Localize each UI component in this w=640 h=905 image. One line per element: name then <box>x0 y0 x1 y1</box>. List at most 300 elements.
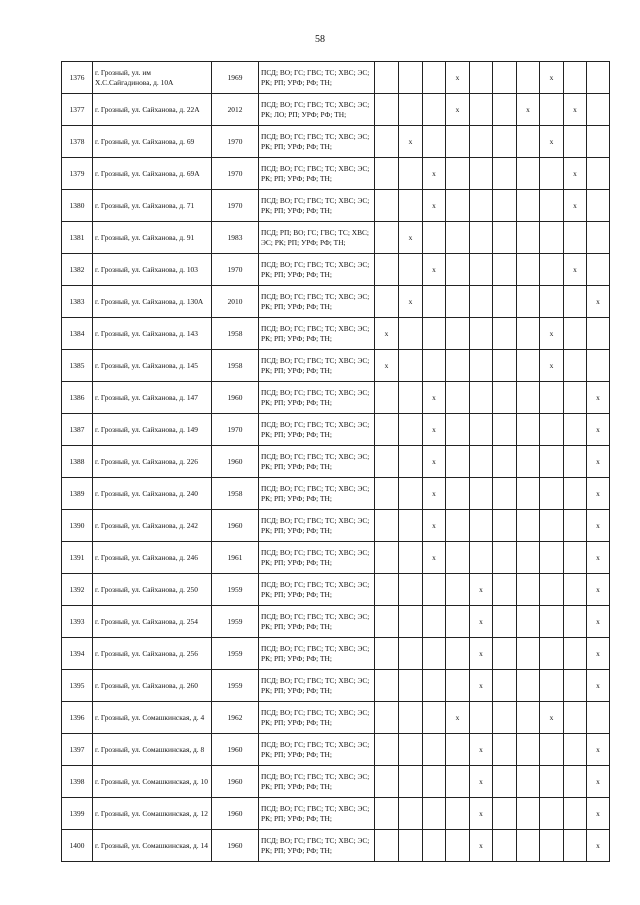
works-list-cell: ПСД; ВО; ГС; ГВС; ТС; ХВС; ЭС; РК; РП; УРФ; РФ; ТН; <box>259 126 375 158</box>
mark-cell <box>493 254 517 286</box>
mark-cell <box>540 574 564 606</box>
mark-cell <box>375 702 399 734</box>
row-number: 1376 <box>62 62 93 94</box>
mark-cell <box>423 286 446 318</box>
mark-cell <box>564 670 587 702</box>
mark-cell <box>446 766 470 798</box>
address-cell: г. Грозный, ул. Сайханова, д. 226 <box>93 446 212 478</box>
mark-cell <box>493 318 517 350</box>
mark-cell <box>517 318 540 350</box>
mark-cell <box>564 830 587 862</box>
works-list-cell: ПСД; ВО; ГС; ГВС; ТС; ХВС; ЭС; РК; РП; УРФ; РФ; ТН; <box>259 542 375 574</box>
mark-cell <box>564 62 587 94</box>
mark-cell <box>517 798 540 830</box>
address-cell: г. Грозный, ул. Сайханова, д. 260 <box>93 670 212 702</box>
mark-cell <box>399 318 423 350</box>
mark-cell <box>493 798 517 830</box>
mark-cell <box>517 734 540 766</box>
mark-cell <box>587 62 610 94</box>
mark-cell <box>564 286 587 318</box>
mark-cell <box>564 478 587 510</box>
table-row <box>62 254 610 286</box>
mark-cell <box>446 126 470 158</box>
mark-cell <box>399 62 423 94</box>
mark-cell <box>399 382 423 414</box>
mark-cell: x <box>587 478 610 510</box>
table-row <box>62 62 610 94</box>
mark-cell <box>375 62 399 94</box>
mark-cell <box>446 798 470 830</box>
mark-cell <box>375 222 399 254</box>
address-cell: г. Грозный, ул. им Х.С.Сайгадинова, д. 10А <box>93 62 212 94</box>
mark-cell <box>446 158 470 190</box>
mark-cell <box>446 414 470 446</box>
mark-cell <box>564 318 587 350</box>
mark-cell <box>517 126 540 158</box>
works-list-cell: ПСД; ВО; ГС; ГВС; ТС; ХВС; ЭС; РК; РП; УРФ; РФ; ТН; <box>259 510 375 542</box>
mark-cell <box>517 222 540 254</box>
mark-cell <box>446 638 470 670</box>
mark-cell: x <box>470 798 493 830</box>
mark-cell <box>375 254 399 286</box>
table-row <box>62 158 610 190</box>
year-cell: 1962 <box>212 702 259 734</box>
address-cell: г. Грозный, ул. Сайханова, д. 143 <box>93 318 212 350</box>
works-list-cell: ПСД; РП; ВО; ГС; ГВС; ТС; ХВС; ЭС; РК; РП; УРФ; РФ; ТН; <box>259 222 375 254</box>
mark-cell <box>517 830 540 862</box>
year-cell: 1960 <box>212 830 259 862</box>
year-cell: 1959 <box>212 574 259 606</box>
row-number: 1387 <box>62 414 93 446</box>
row-number: 1392 <box>62 574 93 606</box>
mark-cell <box>517 638 540 670</box>
mark-cell <box>399 510 423 542</box>
mark-cell <box>540 510 564 542</box>
row-number: 1379 <box>62 158 93 190</box>
mark-cell <box>423 222 446 254</box>
mark-cell <box>493 606 517 638</box>
year-cell: 1958 <box>212 478 259 510</box>
mark-cell <box>375 606 399 638</box>
table-row <box>62 382 610 414</box>
row-number: 1396 <box>62 702 93 734</box>
row-number: 1384 <box>62 318 93 350</box>
mark-cell <box>446 286 470 318</box>
address-cell: г. Грозный, ул. Сайханова, д. 145 <box>93 350 212 382</box>
mark-cell: x <box>375 318 399 350</box>
mark-cell <box>446 606 470 638</box>
mark-cell: x <box>399 222 423 254</box>
address-cell: г. Грозный, ул. Сайханова, д. 71 <box>93 190 212 222</box>
mark-cell <box>493 542 517 574</box>
row-number: 1391 <box>62 542 93 574</box>
mark-cell <box>399 766 423 798</box>
table-row <box>62 766 610 798</box>
mark-cell <box>446 318 470 350</box>
mark-cell <box>399 670 423 702</box>
works-list-cell: ПСД; ВО; ГС; ГВС; ТС; ХВС; ЭС; РК; РП; УРФ; РФ; ТН; <box>259 734 375 766</box>
works-list-cell: ПСД; ВО; ГС; ГВС; ТС; ХВС; ЭС; РК; РП; УРФ; РФ; ТН; <box>259 478 375 510</box>
mark-cell <box>446 830 470 862</box>
mark-cell <box>587 190 610 222</box>
mark-cell <box>399 606 423 638</box>
mark-cell <box>375 638 399 670</box>
mark-cell <box>564 350 587 382</box>
mark-cell <box>375 542 399 574</box>
mark-cell: x <box>540 318 564 350</box>
works-list-cell: ПСД; ВО; ГС; ГВС; ТС; ХВС; ЭС; РК; РП; УРФ; РФ; ТН; <box>259 190 375 222</box>
table-row <box>62 414 610 446</box>
year-cell: 1960 <box>212 734 259 766</box>
mark-cell <box>493 222 517 254</box>
row-number: 1380 <box>62 190 93 222</box>
mark-cell <box>493 702 517 734</box>
mark-cell <box>587 318 610 350</box>
mark-cell: x <box>564 190 587 222</box>
mark-cell: x <box>470 734 493 766</box>
mark-cell <box>517 766 540 798</box>
table-row <box>62 606 610 638</box>
works-list-cell: ПСД; ВО; ГС; ГВС; ТС; ХВС; ЭС; РК; РП; УРФ; РФ; ТН; <box>259 318 375 350</box>
mark-cell <box>423 734 446 766</box>
address-cell: г. Грозный, ул. Сайханова, д. 149 <box>93 414 212 446</box>
table-row <box>62 222 610 254</box>
mark-cell <box>540 542 564 574</box>
mark-cell: x <box>587 574 610 606</box>
mark-cell <box>423 638 446 670</box>
mark-cell: x <box>446 62 470 94</box>
mark-cell: x <box>399 286 423 318</box>
mark-cell: x <box>423 414 446 446</box>
mark-cell <box>399 574 423 606</box>
row-number: 1390 <box>62 510 93 542</box>
mark-cell: x <box>423 446 446 478</box>
mark-cell <box>493 158 517 190</box>
mark-cell <box>564 446 587 478</box>
mark-cell: x <box>587 382 610 414</box>
year-cell: 1969 <box>212 62 259 94</box>
mark-cell <box>470 286 493 318</box>
mark-cell: x <box>470 574 493 606</box>
mark-cell <box>423 62 446 94</box>
table-row <box>62 318 610 350</box>
mark-cell <box>540 478 564 510</box>
mark-cell <box>517 542 540 574</box>
mark-cell <box>540 414 564 446</box>
mark-cell <box>470 414 493 446</box>
mark-cell <box>540 254 564 286</box>
row-number: 1400 <box>62 830 93 862</box>
mark-cell <box>540 734 564 766</box>
mark-cell <box>446 478 470 510</box>
mark-cell <box>564 510 587 542</box>
mark-cell <box>540 830 564 862</box>
mark-cell <box>399 190 423 222</box>
mark-cell <box>375 286 399 318</box>
mark-cell <box>375 798 399 830</box>
table-row <box>62 286 610 318</box>
mark-cell <box>470 446 493 478</box>
row-number: 1393 <box>62 606 93 638</box>
mark-cell <box>587 126 610 158</box>
address-cell: г. Грозный, ул. Сомашкинская, д. 4 <box>93 702 212 734</box>
address-cell: г. Грозный, ул. Сайханова, д. 256 <box>93 638 212 670</box>
mark-cell <box>446 254 470 286</box>
row-number: 1397 <box>62 734 93 766</box>
row-number: 1395 <box>62 670 93 702</box>
mark-cell: x <box>587 638 610 670</box>
housing-registry-table <box>61 61 610 862</box>
year-cell: 1958 <box>212 350 259 382</box>
mark-cell <box>375 510 399 542</box>
mark-cell <box>493 670 517 702</box>
table-row <box>62 542 610 574</box>
works-list-cell: ПСД; ВО; ГС; ГВС; ТС; ХВС; ЭС; РК; РП; УРФ; РФ; ТН; <box>259 446 375 478</box>
mark-cell <box>470 62 493 94</box>
mark-cell: x <box>423 542 446 574</box>
mark-cell: x <box>470 638 493 670</box>
mark-cell: x <box>587 734 610 766</box>
mark-cell <box>564 766 587 798</box>
mark-cell <box>587 350 610 382</box>
year-cell: 1970 <box>212 414 259 446</box>
mark-cell <box>399 478 423 510</box>
mark-cell <box>517 62 540 94</box>
mark-cell: x <box>423 510 446 542</box>
mark-cell <box>470 254 493 286</box>
works-list-cell: ПСД; ВО; ГС; ГВС; ТС; ХВС; ЭС; РК; РП; УРФ; РФ; ТН; <box>259 798 375 830</box>
mark-cell <box>470 382 493 414</box>
address-cell: г. Грозный, ул. Сайханова, д. 91 <box>93 222 212 254</box>
year-cell: 1970 <box>212 158 259 190</box>
mark-cell: x <box>446 702 470 734</box>
mark-cell <box>564 542 587 574</box>
works-list-cell: ПСД; ВО; ГС; ГВС; ТС; ХВС; ЭС; РК; ЛО; РП; УРФ; РФ; ТН; <box>259 94 375 126</box>
mark-cell: x <box>587 542 610 574</box>
works-list-cell: ПСД; ВО; ГС; ГВС; ТС; ХВС; ЭС; РК; РП; УРФ; РФ; ТН; <box>259 254 375 286</box>
mark-cell: x <box>423 190 446 222</box>
address-cell: г. Грозный, ул. Сайханова, д. 22А <box>93 94 212 126</box>
mark-cell <box>399 446 423 478</box>
mark-cell <box>423 126 446 158</box>
year-cell: 1960 <box>212 510 259 542</box>
address-cell: г. Грозный, ул. Сайханова, д. 103 <box>93 254 212 286</box>
mark-cell <box>493 446 517 478</box>
row-number: 1381 <box>62 222 93 254</box>
mark-cell <box>470 478 493 510</box>
mark-cell: x <box>564 94 587 126</box>
mark-cell <box>399 414 423 446</box>
mark-cell: x <box>399 126 423 158</box>
mark-cell <box>493 382 517 414</box>
address-cell: г. Грозный, ул. Сомашкинская, д. 8 <box>93 734 212 766</box>
mark-cell <box>564 414 587 446</box>
mark-cell <box>493 350 517 382</box>
mark-cell <box>446 734 470 766</box>
mark-cell <box>564 574 587 606</box>
year-cell: 1970 <box>212 126 259 158</box>
table-row <box>62 670 610 702</box>
mark-cell <box>375 94 399 126</box>
mark-cell <box>517 670 540 702</box>
table-row <box>62 798 610 830</box>
mark-cell <box>540 670 564 702</box>
mark-cell <box>517 382 540 414</box>
mark-cell: x <box>564 254 587 286</box>
row-number: 1378 <box>62 126 93 158</box>
mark-cell: x <box>587 510 610 542</box>
mark-cell <box>375 670 399 702</box>
mark-cell <box>399 542 423 574</box>
year-cell: 1983 <box>212 222 259 254</box>
table-row <box>62 574 610 606</box>
mark-cell: x <box>587 798 610 830</box>
mark-cell <box>564 702 587 734</box>
row-number: 1389 <box>62 478 93 510</box>
mark-cell <box>423 318 446 350</box>
mark-cell <box>375 766 399 798</box>
table-body <box>62 62 610 862</box>
works-list-cell: ПСД; ВО; ГС; ГВС; ТС; ХВС; ЭС; РК; РП; УРФ; РФ; ТН; <box>259 638 375 670</box>
mark-cell <box>493 766 517 798</box>
mark-cell <box>423 830 446 862</box>
mark-cell <box>517 702 540 734</box>
mark-cell <box>517 414 540 446</box>
mark-cell <box>399 702 423 734</box>
mark-cell <box>540 766 564 798</box>
mark-cell <box>517 478 540 510</box>
mark-cell <box>517 350 540 382</box>
mark-cell: x <box>587 606 610 638</box>
mark-cell <box>517 158 540 190</box>
mark-cell <box>540 286 564 318</box>
mark-cell <box>517 190 540 222</box>
mark-cell <box>470 318 493 350</box>
mark-cell: x <box>423 478 446 510</box>
mark-cell <box>587 158 610 190</box>
mark-cell: x <box>517 94 540 126</box>
mark-cell <box>375 574 399 606</box>
mark-cell <box>587 702 610 734</box>
mark-cell <box>423 798 446 830</box>
mark-cell <box>517 286 540 318</box>
address-cell: г. Грозный, ул. Сайханова, д. 130А <box>93 286 212 318</box>
mark-cell <box>446 542 470 574</box>
mark-cell <box>446 222 470 254</box>
address-cell: г. Грозный, ул. Сайханова, д. 250 <box>93 574 212 606</box>
mark-cell <box>564 382 587 414</box>
mark-cell <box>470 94 493 126</box>
mark-cell <box>375 190 399 222</box>
mark-cell <box>375 478 399 510</box>
mark-cell <box>493 94 517 126</box>
mark-cell <box>446 382 470 414</box>
mark-cell <box>375 830 399 862</box>
mark-cell <box>517 606 540 638</box>
row-number: 1398 <box>62 766 93 798</box>
works-list-cell: ПСД; ВО; ГС; ГВС; ТС; ХВС; ЭС; РК; РП; УРФ; РФ; ТН; <box>259 670 375 702</box>
year-cell: 1961 <box>212 542 259 574</box>
mark-cell <box>446 670 470 702</box>
year-cell: 1970 <box>212 254 259 286</box>
table-row <box>62 830 610 862</box>
mark-cell <box>446 190 470 222</box>
mark-cell <box>375 734 399 766</box>
mark-cell: x <box>540 350 564 382</box>
mark-cell <box>470 702 493 734</box>
mark-cell <box>446 446 470 478</box>
mark-cell <box>517 446 540 478</box>
year-cell: 1970 <box>212 190 259 222</box>
mark-cell: x <box>587 414 610 446</box>
mark-cell <box>399 798 423 830</box>
table-row <box>62 190 610 222</box>
mark-cell <box>540 222 564 254</box>
mark-cell: x <box>587 670 610 702</box>
mark-cell: x <box>470 670 493 702</box>
mark-cell <box>470 510 493 542</box>
row-number: 1388 <box>62 446 93 478</box>
mark-cell <box>470 158 493 190</box>
row-number: 1377 <box>62 94 93 126</box>
address-cell: г. Грозный, ул. Сайханова, д. 240 <box>93 478 212 510</box>
mark-cell: x <box>540 62 564 94</box>
mark-cell <box>399 734 423 766</box>
mark-cell <box>493 62 517 94</box>
mark-cell <box>446 350 470 382</box>
mark-cell <box>540 190 564 222</box>
row-number: 1386 <box>62 382 93 414</box>
mark-cell <box>470 190 493 222</box>
mark-cell <box>375 126 399 158</box>
mark-cell <box>423 670 446 702</box>
mark-cell <box>564 798 587 830</box>
mark-cell <box>470 350 493 382</box>
mark-cell <box>540 94 564 126</box>
mark-cell <box>564 222 587 254</box>
row-number: 1382 <box>62 254 93 286</box>
year-cell: 2010 <box>212 286 259 318</box>
mark-cell <box>423 94 446 126</box>
address-cell: г. Грозный, ул. Сайханова, д. 147 <box>93 382 212 414</box>
table-row <box>62 478 610 510</box>
address-cell: г. Грозный, ул. Сомашкинская, д. 14 <box>93 830 212 862</box>
mark-cell <box>446 574 470 606</box>
mark-cell: x <box>470 766 493 798</box>
mark-cell: x <box>470 606 493 638</box>
works-list-cell: ПСД; ВО; ГС; ГВС; ТС; ХВС; ЭС; РК; РП; УРФ; РФ; ТН; <box>259 382 375 414</box>
works-list-cell: ПСД; ВО; ГС; ГВС; ТС; ХВС; ЭС; РК; РП; УРФ; РФ; ТН; <box>259 62 375 94</box>
mark-cell <box>399 350 423 382</box>
mark-cell <box>564 606 587 638</box>
table-row <box>62 350 610 382</box>
mark-cell <box>540 158 564 190</box>
year-cell: 1959 <box>212 606 259 638</box>
year-cell: 1959 <box>212 670 259 702</box>
mark-cell <box>493 414 517 446</box>
works-list-cell: ПСД; ВО; ГС; ГВС; ТС; ХВС; ЭС; РК; РП; УРФ; РФ; ТН; <box>259 606 375 638</box>
mark-cell <box>399 254 423 286</box>
mark-cell: x <box>587 446 610 478</box>
year-cell: 1958 <box>212 318 259 350</box>
mark-cell: x <box>587 830 610 862</box>
mark-cell <box>423 702 446 734</box>
mark-cell: x <box>423 254 446 286</box>
mark-cell: x <box>375 350 399 382</box>
mark-cell <box>493 286 517 318</box>
mark-cell <box>399 638 423 670</box>
mark-cell <box>540 446 564 478</box>
